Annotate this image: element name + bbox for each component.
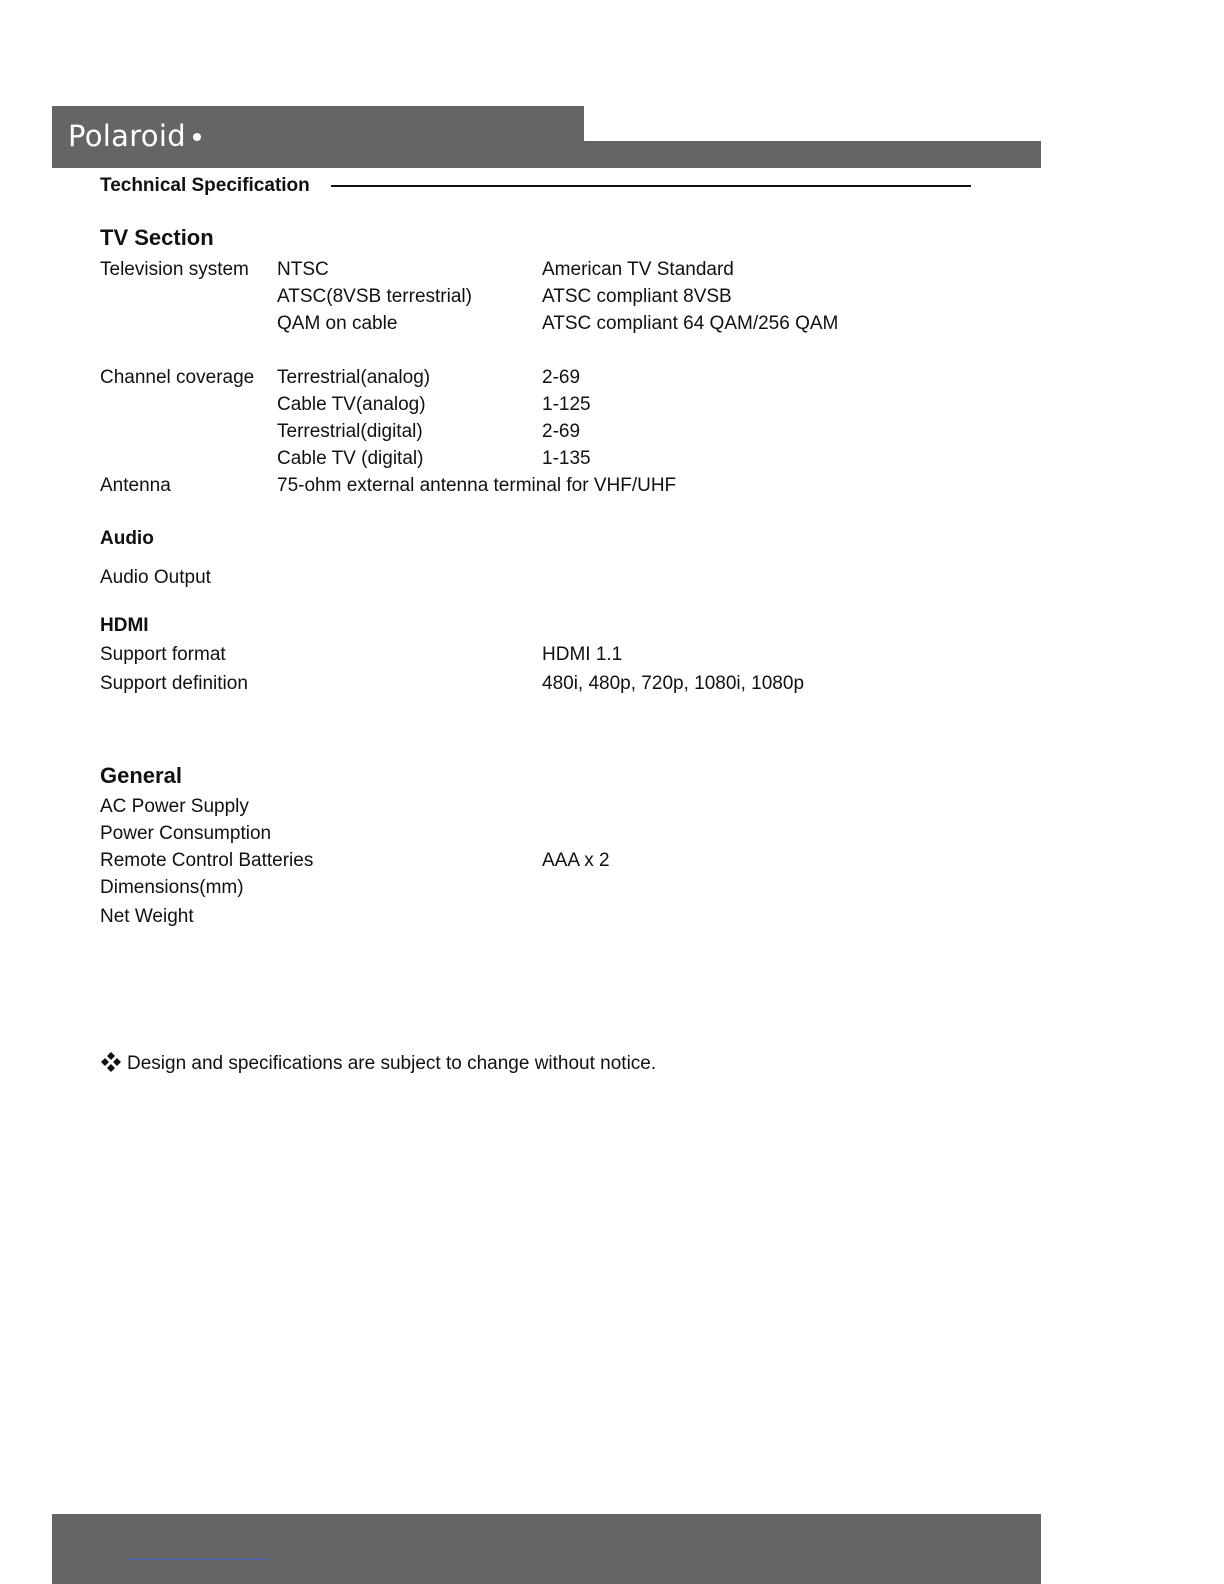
logo-dot-icon [193, 133, 201, 141]
page-title: Technical Specification [100, 175, 310, 196]
spec-name: ATSC(8VSB terrestrial) [277, 286, 472, 307]
spec-name: Cable TV (digital) [277, 448, 424, 469]
spec-label: Remote Control Batteries [100, 850, 314, 871]
antenna-value: 75-ohm external antenna terminal for VHF/UHF [277, 475, 677, 496]
spec-label: Power Consumption [100, 823, 272, 844]
spec-label: Support format [100, 644, 226, 665]
spec-value: HDMI 1.1 [542, 644, 623, 665]
spec-value: 2-69 [542, 367, 581, 388]
polaroid-logo: Polaroid [68, 118, 201, 154]
footer-link[interactable] [127, 1559, 267, 1560]
spec-name: Terrestrial(digital) [277, 421, 423, 442]
spec-name: QAM on cable [277, 313, 398, 334]
hdmi-heading: HDMI [100, 615, 149, 636]
spec-value: American TV Standard [542, 259, 734, 280]
footer-band [52, 1514, 1041, 1584]
disclaimer-note [100, 1051, 656, 1075]
spec-name: Cable TV(analog) [277, 394, 426, 415]
spec-label: Net Weight [100, 906, 194, 927]
audio-output-label: Audio Output [100, 567, 211, 588]
spec-value: ATSC compliant 8VSB [542, 286, 732, 307]
spec-name: NTSC [277, 259, 329, 280]
spec-label: Dimensions(mm) [100, 877, 244, 898]
header-notch [584, 106, 1041, 141]
spec-value: AAA x 2 [542, 850, 610, 871]
spec-value: 1-125 [542, 394, 591, 415]
diamond-cluster-icon [100, 1051, 122, 1073]
channel-coverage-label: Channel coverage [100, 367, 255, 388]
disclaimer-text: Design and specifications are subject to change without notice. [127, 1053, 657, 1074]
spec-value: ATSC compliant 64 QAM/256 QAM [542, 313, 839, 334]
general-heading: General [100, 763, 182, 788]
spec-value: 1-135 [542, 448, 591, 469]
spec-label: Support definition [100, 673, 248, 694]
television-system-label: Television system [100, 259, 249, 280]
spec-label: AC Power Supply [100, 796, 249, 817]
spec-name: Terrestrial(analog) [277, 367, 431, 388]
audio-heading: Audio [100, 528, 154, 549]
spec-value: 2-69 [542, 421, 581, 442]
tv-section-heading: TV Section [100, 225, 214, 250]
antenna-label: Antenna [100, 475, 171, 496]
title-rule [331, 185, 971, 187]
header-band-extension [584, 141, 1041, 168]
spec-value: 480i, 480p, 720p, 1080i, 1080p [542, 673, 805, 694]
